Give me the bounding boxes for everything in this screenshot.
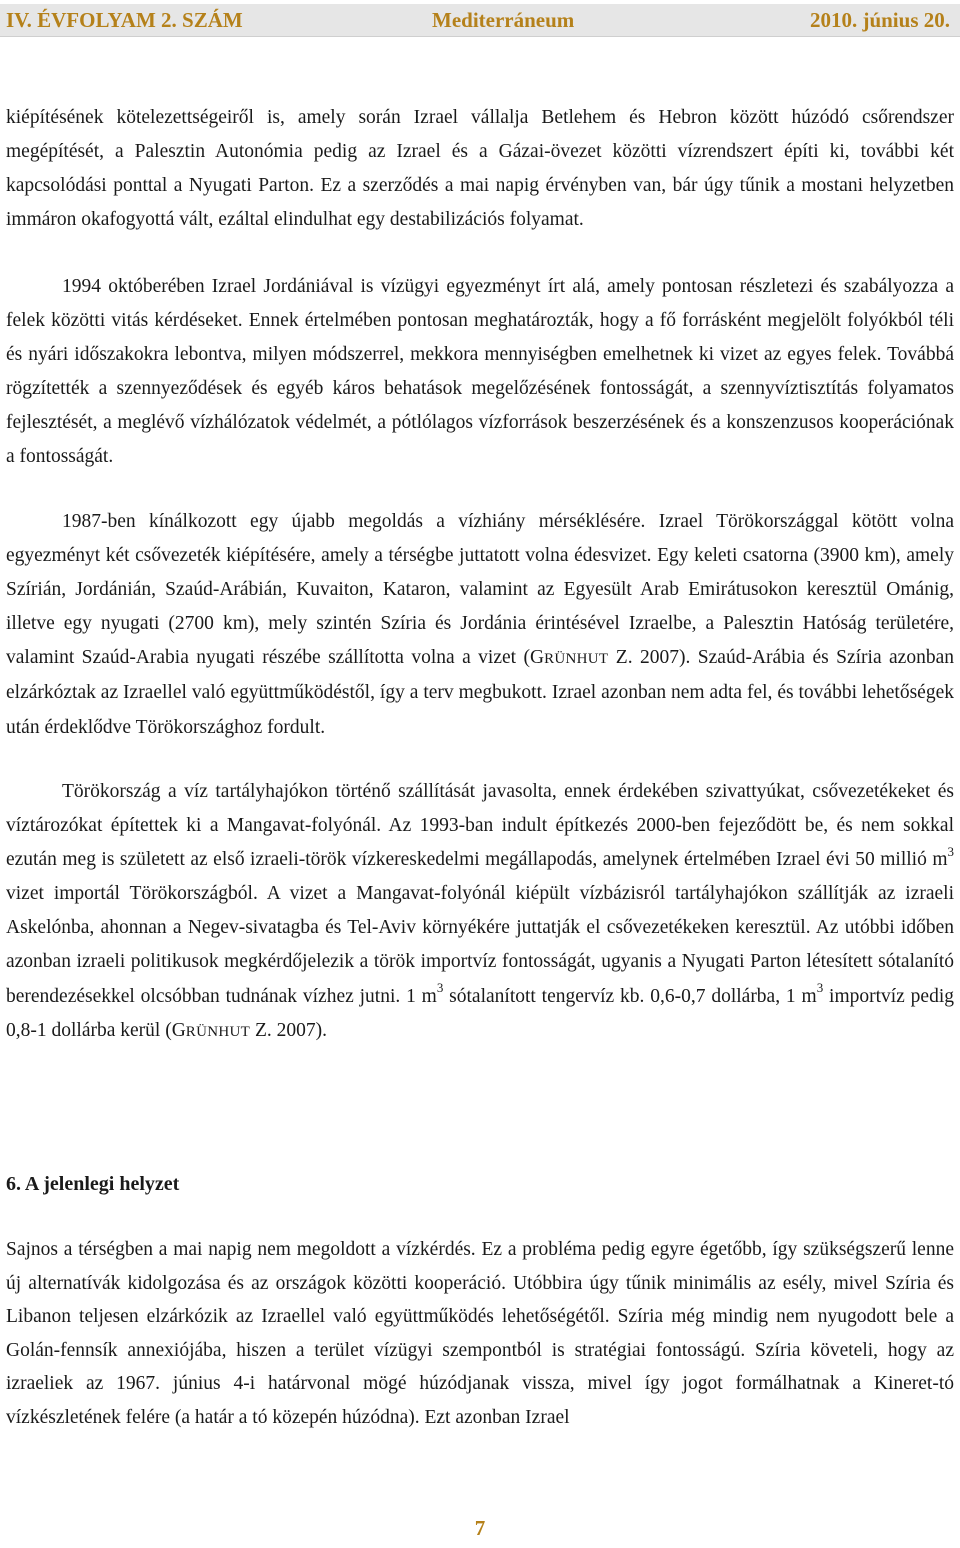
body-paragraph: Sajnos a térségben a mai napig nem megoldott a vízkérdés. Ez a probléma pedig egyre égetőbb, így szükségszerű lenne új alternatívák kidolgozása és az országok közötti kooperáció. Utóbbira úgy tűnik minimális az esély, mivel Szíria és Libanon teljesen elzárkózik az Izraellel való együttműködés lehetőségétől. Szíria még mindig nem nyugodott bele a Golán-fennsík annexiójába, hiszen a terület vízügyi szempontból is stratégiai fontosságú. Szíria követeli, hogy az izraeliek az 1967. június 4-i határvonal mögé húzódjanak vissza, mivel így jogot formálhatnak a Kineret-tó vízkészletének felére (a határ a tó közepén húzódna). Ezt azonban Izrael xyxy=(6,1239,954,1428)
page-number: 7 xyxy=(474,1516,486,1540)
page-header xyxy=(0,4,960,37)
superscript: 3 xyxy=(436,980,444,996)
header-magazine-title: Mediterráneum xyxy=(432,8,575,32)
body-paragraph xyxy=(6,505,954,745)
author-small-caps: RÜNHUT xyxy=(544,651,609,668)
paragraph-text: Z. 2007). Szaúd-Arábia és Szíria azonban elzárkóztak az Izraellel való együttműködéstől, így a terv megbukott. Izrael azonban nem adta fel, és további lehetőségek után érdeklődve Törökországhoz fordult. xyxy=(6,647,954,738)
header-date: 2010. június 20. xyxy=(809,8,950,32)
superscript: 3 xyxy=(947,843,954,859)
section-heading: 6. A jelenlegi helyzet xyxy=(6,1173,180,1195)
paragraph-text: 1987-ben kínálkozott egy újabb megoldás a vízhiány mérséklésére. Izrael Törökországgal kötött volna egyezményt két csővezeték kiépítésére, amely a térségbe juttatott volna édesvizet. Egy keleti csatorna (3900 km), amely Szírián, Jordánián, Szaúd-Arábián, Kuvaiton, Kataron, valamint az Egyesült Arab Emirátusokon keresztül Ománig, illetve egy nyugati (2700 km), mely szintén Szíria és Jordánia érintésével Izraelbe, a Palesztin Hatóság területére, valamint Szaúd-Arabia nyugati részébe szállította volna a vizet (G xyxy=(6,511,954,669)
header-volume: IV. ÉVFOLYAM 2. SZÁM xyxy=(6,8,243,32)
body-paragraph: 1994 októberében Izrael Jordániával is vízügyi egyezményt írt alá, amely pontosan részletezi és szabályozza a felek közötti vitás kérdéseket. Ennek értelmében pontosan meghatározták, hogy a fő forrásként megjelölt folyókból téli és nyári időszakokra lebontva, milyen módszerrel, mekkora mennyiségben emelhetnek ki vizet az egyes felek. Továbbá rögzítették a szennyeződések és egyéb káros behatások megelőzésének fontosságát, a szennyvíztisztítás folyamatos fejlesztését, a meglévő vízhálózatok védelmét, a pótlólagos vízforrások beszerzésének és a konszenzusos kooperációnak a fontosságát. xyxy=(6,276,954,468)
paragraph-text: sótalanított tengervíz kb. 0,6-0,7 dollárba, 1 m xyxy=(443,985,817,1007)
paragraph-text: Z. 2007). xyxy=(250,1019,327,1041)
paragraph-text: Törökország a víz tartályhajókon történő szállítását javasolta, ennek érdekében szivattyúkat, csővezetékeket és víztározókat építettek ki a Mangavat-folyónál. Az 1993-ban indult építkezés 2000-ben fejeződött be, és nem sokkal ezután meg is született az első izraeli-török vízkereskedelmi megállapodás, amelynek értelmében Izrael évi 50 millió m xyxy=(6,781,954,871)
paragraph-text: importvíz pedig 0,8-1 dollárba kerül (G xyxy=(6,985,955,1041)
paragraph-text: vizet importál Törökországból. A vizet a Mangavat-folyónál kiépült vízbázisról tartályhajókon szállítják az izraeli Askelónba, ahonnan a Negev-sivatagba és Tel-Aviv környékére juttatják el csővezetékeken keresztül. Az utóbbi időben azonban izraeli politikusok megkérdőjelezik a török importvíz fontosságát, ugyanis a Nyugati Parton létesített sótalanító berendezésekkel olcsóbban tudnának vízhez jutni. 1 m xyxy=(6,883,954,1007)
body-paragraph xyxy=(6,775,954,1049)
author-small-caps: RÜNHUT xyxy=(185,1023,251,1040)
body-paragraph: kiépítésének kötelezettségeiről is, amely során Izrael vállalja Betlehem és Hebron között húzódó csőrendszer megépítését, a Palesztin Autonómia pedig az Izrael és a Gázai-övezet közötti vízrendszert építi ki, további két kapcsolódási ponttal a Nyugati Parton. Ez a szerződés a mai napig érvényben van, bár úgy tűnik a mostani helyzetben immáron okafogyottá vált, ezáltal elindulhat egy destabilizációs folyamat. xyxy=(6,107,954,231)
superscript: 3 xyxy=(816,980,824,996)
